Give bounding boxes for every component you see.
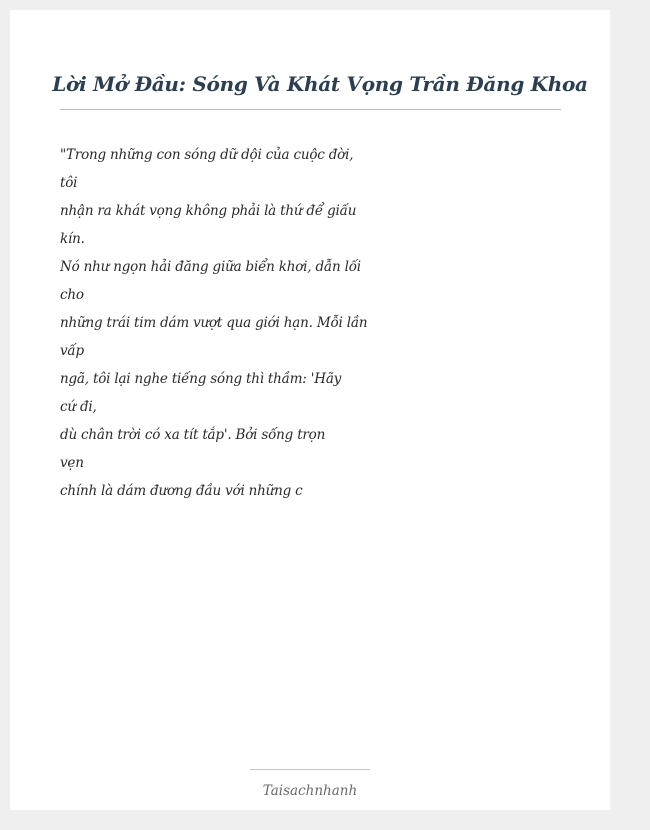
title-divider	[60, 109, 561, 110]
footer-divider	[250, 769, 370, 770]
text-line: cho	[60, 287, 84, 303]
text-line: dù chân trời có xa tít tắp'. Bởi sống trọn	[60, 427, 326, 443]
text-line: chính là dám đương đầu với những c	[60, 483, 303, 499]
text-line: cứ đi,	[60, 399, 97, 415]
text-line: "Trong những con sóng dữ dội của cuộc đời,	[60, 147, 354, 163]
text-line: vấp	[60, 343, 84, 359]
document-page	[10, 10, 610, 810]
footer-site-name: Taisachnhanh	[262, 783, 358, 799]
text-line: Nó như ngọn hải đăng giữa biển khơi, dẫn lối	[60, 259, 361, 275]
text-line: kín.	[60, 231, 85, 247]
text-line: tôi	[60, 175, 78, 191]
text-line: vẹn	[60, 455, 84, 471]
body-text	[60, 141, 400, 505]
text-line: những trái tim dám vượt qua giới hạn. Mỗi lần	[60, 315, 368, 331]
text-line: nhận ra khát vọng không phải là thứ để giấu	[60, 203, 357, 219]
text-line: ngã, tôi lại nghe tiếng sóng thì thầm: 'Hãy	[60, 371, 342, 387]
page-title: Lời Mở Đầu: Sóng Và Khát Vọng Trần Đăng Khoa	[52, 72, 588, 96]
